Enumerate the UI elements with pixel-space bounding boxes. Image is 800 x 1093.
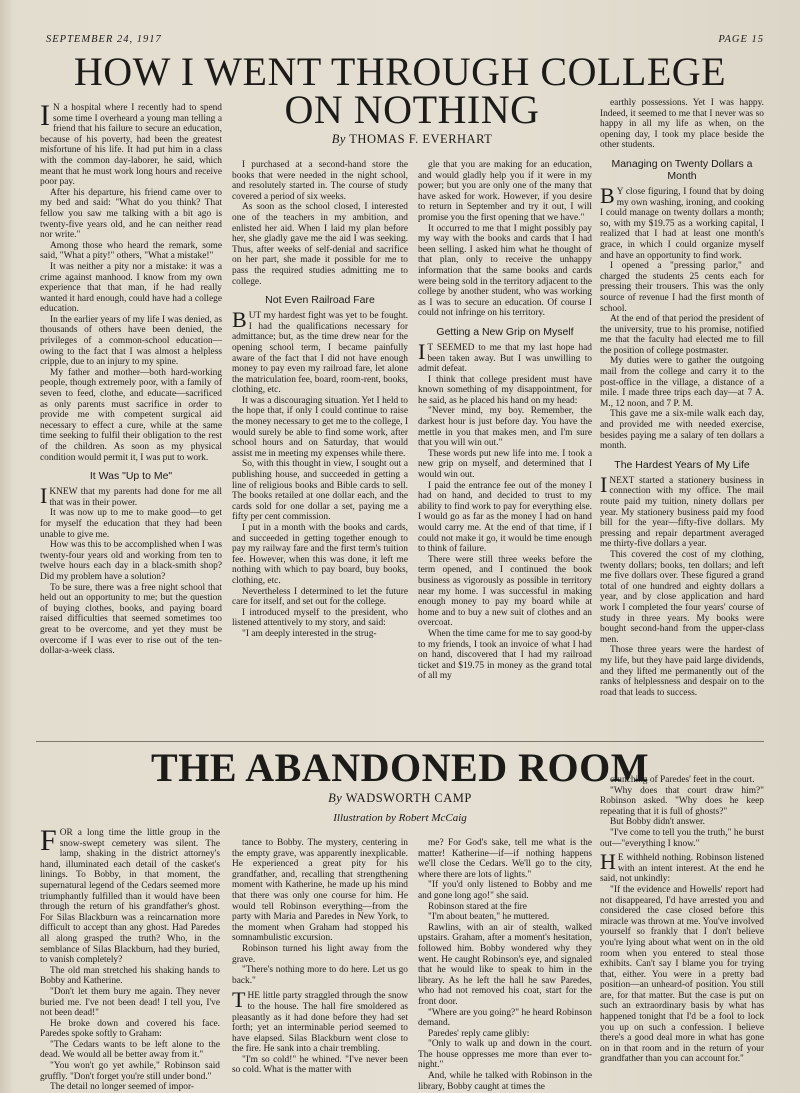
paragraph: When the time came for me to say good-by to my friends, I took an invoice of what I had on hand, discovered that I had my railroad ticket and $19.75 in money as the grand total of all my bbox=[418, 628, 592, 682]
paragraph: IKNEW that my parents had done for me all that was in their power. bbox=[40, 483, 222, 509]
paragraph: Robinson turned his light away from the grave. bbox=[232, 943, 408, 965]
paragraph: "Never mind, my boy. Remember, the darkest hour is just before day. You have the mettle in you that makes men, and I'm sure that you will win out." bbox=[418, 406, 592, 449]
byline-prefix: By bbox=[328, 791, 343, 805]
paragraph: I T SEEMED to me that my last hope had been taken away. But I was unwilling to admit defeat. bbox=[418, 338, 592, 375]
paragraph: But Bobby didn't answer. bbox=[610, 817, 705, 828]
paragraph: "The Cedars wants to be left alone to the dead. We would all be better away from it." bbox=[40, 1039, 220, 1061]
illus-name: Robert McCaig bbox=[398, 812, 467, 824]
paragraph: The old man stretched his shaking hands to Bobby and Katherine. bbox=[40, 965, 220, 987]
illus-prefix: Illustration by bbox=[333, 812, 396, 824]
subhead-twenty-dollars: Managing on Twenty Dollars a Month bbox=[611, 157, 753, 182]
paragraph: To be sure, there was a free night school that held out an opportunity to me; but the question of buying clothes, books, and paying board raised difficulties that seemed sometimes too great to be overcome, and yet they must be overcome if I was ever to rise out of the ten-dollar-a-week class. bbox=[40, 582, 222, 657]
paragraph: As soon as the school closed, I interested one of the teachers in my ambition, and enlisted her aid. When I laid my plan before her, she gladly gave me the aid I was seeking. Thus, after weeks of self-denial and sacrifice on her part, she made it possible for me to pass the required studies admitting me to college. bbox=[232, 202, 408, 287]
paragraph: gle that you are making for an education, and would gladly help you if it were in my power; but you are only one of the many that have asked for work. However, if you desire to return in September and try it out, I will promise you the first opening that we have." bbox=[418, 160, 592, 223]
paragraph: H E withheld nothing. Robinson listened with an intent interest. At the end he said, not unkindly: bbox=[600, 849, 764, 885]
drop-cap: H bbox=[600, 849, 616, 875]
drop-cap: F bbox=[40, 824, 57, 857]
paragraph: He broke down and covered his face. Paredes spoke softly to Graham: bbox=[40, 1018, 220, 1040]
drop-cap: I bbox=[600, 471, 608, 497]
paragraph: THE little party straggled through the snow to the house. The hall fire smoldered as pleasantly as it had done before they had set forth; yet an interminable period seemed to have elapsed. Silas Blackburn went close to the fire. He sank into a chair trembling. bbox=[232, 987, 408, 1055]
paragraph: earthly possessions. Yet I was happy. Indeed, it seemed to me that I never was so happy in all my life as when, on the opening day, I took my place beside the other students. bbox=[600, 98, 764, 151]
article2-title: THE ABANDONED ROOM bbox=[151, 745, 649, 790]
byline-name: THOMAS F. EVERHART bbox=[349, 132, 493, 146]
article1-column-1 bbox=[40, 99, 222, 657]
article1-column-4 bbox=[600, 98, 764, 698]
paragraph: BUT my hardest fight was yet to be fought. I had the qualifications necessary for admittance; but, as the time drew near for the opening school term, I became painfully aware of the fact that I did not have enough money to pay even my railroad fare, let alone the matriculation fee, board, room-rent, books, clothing, etc. bbox=[232, 307, 408, 396]
drop-cap: I bbox=[418, 338, 426, 364]
byline-prefix: By bbox=[331, 132, 346, 146]
paragraph: Those three years were the hardest of my life, but they have paid large dividends, and they lifted me permanently out of the ranks of helplessness and despair on to the road that leads to success. bbox=[600, 645, 764, 698]
paragraph: At the end of that period the president of the university, true to his promise, notified me that the faculty had elected me to fill the position of college postmaster. bbox=[600, 314, 764, 356]
paragraph: I think that college president must have known something of my disappointment, for he said, as he placed his hand on my head: bbox=[418, 374, 592, 406]
paragraph: After his departure, his friend came over to my bed and said: "What do you think? That fellow you saw me talking with a bit ago is twenty-five years old, and he can neither read nor write." bbox=[40, 187, 222, 241]
paragraph: Rawlins, with an air of stealth, walked upstairs. Graham, after a moment's hesitation, followed him. Bobby wondered why they went. He caught Robinson's eye, and signaled that he would like to speak to him in the library. As he left the hall he saw Paredes, who had not removed his coat, start for the front door. bbox=[418, 922, 592, 1007]
paragraph: "I'm about beaten," he muttered. bbox=[428, 912, 550, 923]
paragraph: crunching of Paredes' feet in the court. bbox=[610, 775, 755, 785]
paragraph: "Only to walk up and down in the court. The house oppresses me more than ever to-night." bbox=[418, 1039, 592, 1071]
paragraph: tance to Bobby. The mystery, centering in the empty grave, was apparently inexplicable. He experienced a great pity for his grandfather, and, recalling that strengthening moment with Katherine, he made up his mind that there was only one course for him. He would tell Robinson everything—from the party with Maria and Paredes in New York, to the moment when Graham had stopped his somnambulistic excursion. bbox=[232, 838, 408, 944]
paragraph: This covered the cost of my clothing, twenty dollars; books, ten dollars; and left me five dollars over. These figured a grand total of one hundred and eighty dollars a year, and by close application and hard work I completed the four years' course of study in three years. My books were bought second-hand from the upper-class men. bbox=[600, 549, 764, 645]
paragraph: It occurred to me that I might possibly pay my way with the books and cards that I had been selling. I asked him what he thought of that plan, only to receive the unhappy information that the same books and cards were being sold in the territory adjacent to the college by another student, who was working as I was to secure an education. Of course I could not infringe on his territory. bbox=[418, 223, 592, 319]
paragraph: Among those who heard the remark, some said, "What a pity!" others, "What a mistake!" bbox=[40, 240, 222, 262]
paragraph: I N a hospital where I recently had to spend some time I overheard a young man telling a friend that his failure to secure an education, because of his poverty, had been the greatest misfortune of his life. It had put him in a class with the common day-laborer, he said, which meant that he must work long hours and receive poor pay. bbox=[40, 99, 222, 188]
paragraph: And, while he talked with Robinson in the library, Bobby caught at times the bbox=[418, 1071, 592, 1092]
running-head-date: SEPTEMBER 24, 1917 bbox=[46, 34, 162, 45]
subhead-up-to-me: It Was "Up to Me" bbox=[89, 470, 173, 483]
paragraph: "I've come to tell you the truth," he burst out—"everything I know." bbox=[600, 827, 764, 849]
paragraph: My father and mother—both hard-working people, though extremely poor, with a family of seven to feed, clothe, and educate—sacrificed as only parents must sacrifice in order to provide me with competent surgical aid necessary to effect a cure, while at the same time seeking to fulfil their obligation to the rest of the children. As soon as my physical condition would permit it, I was put to work. bbox=[40, 367, 222, 463]
subhead-new-grip: Getting a New Grip on Myself bbox=[436, 325, 574, 338]
byline-name: WADSWORTH CAMP bbox=[345, 791, 472, 805]
drop-cap: I bbox=[40, 483, 48, 509]
article1-title-line1: HOW I WENT THROUGH COLLEGE bbox=[73, 49, 727, 94]
paragraph: These words put new life into me. I took a new grip on myself, and determined that I would win out. bbox=[418, 448, 592, 481]
paragraph: "Why does that court draw him?" Robinson asked. "Why does he keep repeating that it is full of ghosts?" bbox=[600, 785, 764, 817]
article2-column-3 bbox=[418, 838, 592, 1092]
running-head-page: PAGE 15 bbox=[718, 34, 764, 45]
paragraph: Robinson stared at the fire bbox=[428, 901, 527, 912]
drop-cap: T bbox=[232, 987, 246, 1013]
paragraph: I purchased at a second-hand store the books that were needed in the night school, and resolutely started in. The course of study covered a period of six weeks. bbox=[232, 160, 408, 202]
paragraph: This gave me a six-mile walk each day, and provided me with needed exercise, besides paying me a salary of ten dollars a month. bbox=[600, 409, 764, 452]
paragraph: INEXT started a stationery business in connection with my office. The mail route paid my tuition, ninety dollars per year. My stationery business paid my food bill for the year—fifty-five dollars. My pressing and repair department averaged me thirty-five dollars a year. bbox=[600, 471, 764, 550]
paragraph: I paid the entrance fee out of the money I had on hand, and decided to trust to my ability to find work to pay for everything else. I would go as far as the money I had on hand would carry me. At the end of that time, if I could not make it go, it would be time enough to think of failure. bbox=[418, 480, 592, 555]
article1-column-2 bbox=[232, 160, 408, 640]
subhead-hardest-years: The Hardest Years of My Life bbox=[614, 458, 750, 471]
paragraph: The detail no longer seemed of impor- bbox=[50, 1082, 195, 1093]
paragraph: "You won't go yet awhile," Robinson said gruffly. "Don't forget you're still under bond." bbox=[40, 1061, 220, 1082]
paragraph: "If you'd only listened to Bobby and me and gone long ago!" she said. bbox=[418, 880, 592, 901]
paragraph: "Where are you going?" he heard Robinson demand. bbox=[418, 1007, 592, 1029]
paragraph: I opened a "pressing parlor," and charged the students 25 cents each for pressing their trousers. This was the only source of revenue I had the first month of school. bbox=[600, 261, 764, 314]
subhead-railroad-fare: Not Even Railroad Fare bbox=[265, 294, 375, 307]
article1-title-line2: ON NOTHING bbox=[284, 87, 540, 132]
paragraph: Nevertheless I determined to let the future care for itself, and set out for the college. bbox=[232, 586, 408, 608]
paragraph: I put in a month with the books and cards, and succeeded in getting together enough to pay my railway fare and the first term's tuition fee. However, when this was done, it left me nothing with which to pay board, buy books, clothing, etc. bbox=[232, 523, 408, 586]
drop-cap: I bbox=[40, 99, 50, 132]
paragraph: It was neither a pity nor a mistake: it was a crime against manhood. I know from my own experience that that man, if he had really wanted it hard enough, could have had a college education. bbox=[40, 261, 222, 315]
paragraph: "Don't let them bury me again. They never buried me. I've not been dead! I tell you, I've not been dead!" bbox=[40, 986, 220, 1019]
drop-cap: B bbox=[232, 307, 247, 333]
article2-column-1 bbox=[40, 824, 220, 1093]
paragraph: So, with this thought in view, I sought out a publishing house, and succeeded in getting a line of religious books and Bible cards to sell. The books retailed at one dollar each, and the cards sold for one dollar a set, paying me a fifty per cent commission. bbox=[232, 459, 408, 523]
paragraph: My duties were to gather the outgoing mail from the college and carry it to the post-office in the village, a distance of a mile. I made three trips each day—at 7 A. M., 12 noon, and 7 P. M. bbox=[600, 356, 764, 409]
paragraph: "I'm so cold!" he whined. "I've never been so cold. What is the matter with bbox=[232, 1054, 408, 1076]
paragraph: FOR a long time the little group in the snow-swept cemetery was silent. The lamp, shaking in the district attorney's hand, illuminated each detail of the casket's linings. To Bobby, in that moment, the supernatural legend of the Cedars seemed more triumphantly fulfilled than it would have been through the return of his grandfather's ghost. For Silas Blackburn was a reincarnation more difficult to accept than any ghost. Had Paredes all along grasped the truth? Who, in the semblance of Silas Blackburn, had they buried, to vanish completely? bbox=[40, 824, 220, 966]
paragraph: Paredes' reply came glibly: bbox=[428, 1028, 530, 1039]
paragraph: I introduced myself to the president, who listened attentively to my story, and said: bbox=[232, 607, 408, 629]
article1-column-3 bbox=[418, 160, 592, 682]
article2-column-4 bbox=[600, 775, 764, 1065]
section-divider bbox=[36, 741, 764, 742]
paragraph: "I am deeply interested in the strug- bbox=[242, 628, 377, 639]
paragraph: It was a discouraging situation. Yet I held to the hope that, if only I could continue to raise the money necessary to get me to the college, I would surely be able to find some work, after school hours and on Saturday, that would assist me in meeting my expenses while there. bbox=[232, 395, 408, 459]
article2-column-2 bbox=[232, 838, 408, 1076]
paragraph: It was now up to me to make good—to get for myself the education that they had been unable to give me. bbox=[40, 508, 222, 540]
paragraph: "There's nothing more to do here. Let us go back." bbox=[232, 965, 408, 986]
paragraph: There were still three weeks before the term opened, and I continued the book business as vigorously as possible in territory near my home. I was successful in making enough money to pay my board while at home and to buy a new suit of clothes and an overcoat. bbox=[418, 554, 592, 629]
paragraph: me? For God's sake, tell me what is the matter! Katherine—if—if nothing happens we'll close the Cedars. We'll go to the city, where there are lots of lights." bbox=[418, 838, 592, 880]
article1-byline bbox=[290, 132, 534, 147]
paragraph: B Y close figuring, I found that by doing my own washing, ironing, and cooking I could manage on twenty dollars a month; so, with my $19.75 as a working capital, I realized that I had at least one month's grace, in which I could organize myself and have an opportunity to find work. bbox=[600, 182, 764, 261]
paragraph: In the earlier years of my life I was denied, as thousands of others have been denied, the privileges of a common-school education—owing to the fact that I was almost a helpless cripple, due to an injury to my spine. bbox=[40, 314, 222, 368]
paragraph: How was this to be accomplished when I was twenty-four years old and working from ten to twelve hours each day in a black-smith shop? Did my problem have a solution? bbox=[40, 540, 222, 582]
drop-cap: B bbox=[600, 182, 615, 208]
paragraph: "If the evidence and Howells' report had not disappeared, I'd have arrested you and considered the case closed before this miracle was thrown at me. You've involved yourself so frankly that I don't believe you're lying about what went on in the old room when you entered to steal those exhibits. Can't say I blame you for trying that, either. You were in a pretty bad position—an unheard-of position. You still are, for that matter. But the case is put on such an extraordinary basis by what has happened tonight that I'd be a fool to lock you up on such a confession. I believe there's a good deal more in what has gone on in that room and in the return of your grandfather than you can account for." bbox=[600, 884, 764, 1065]
